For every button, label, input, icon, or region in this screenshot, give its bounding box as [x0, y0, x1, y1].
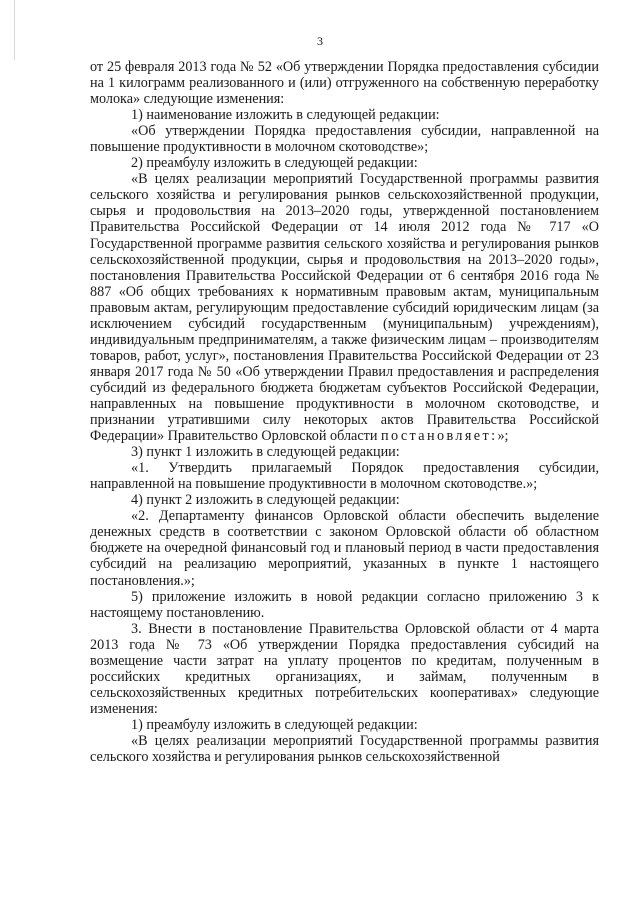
scan-edge-mark	[0, 0, 15, 60]
paragraph-item-1: 1) наименование изложить в следующей редакции:	[131, 107, 440, 124]
paragraph-preamble-2: «В целях реализации мероприятий Государственной программы развития сельского хозяйства и регулирования рынков сельскохозяйственной	[90, 732, 599, 766]
paragraph-item-2: 2) преамбулу изложить в следующей редакции:	[131, 155, 418, 172]
paragraph-intro: от 25 февраля 2013 года № 52 «Об утверждении Порядка предоставления субсидии на 1 килограмм реализованного и (или) отгруженного на собственную переработку молока» следующие изменения:	[90, 59, 599, 108]
paragraph-point-1: «1. Утвердить прилагаемый Порядок предоставления субсидии, направленной на повышение продуктивности в молочном скотоводстве.»;	[90, 460, 599, 493]
spaced-word-postanovlyaet: постановляет:	[380, 428, 498, 445]
paragraph-point-2: «2. Департаменту финансов Орловской области обеспечить выделение денежных средств в соответствии с законом Орловской области об областном бюджете на очередной финансовый год и плановый период в части предоставления субсидий на реализацию мероприятий, указанных в пункте 1 настоящего постановления.»;	[90, 508, 599, 589]
paragraph-item-3: 3) пункт 1 изложить в следующей редакции:	[131, 444, 400, 461]
paragraph-section-3: 3. Внести в постановление Правительства Орловской области от 4 марта 2013 года № 73 «Об утверждении Порядка предоставления субсидий на возмещение части затрат на уплату процентов по кредитам, полученным в российских кредитных организациях, и займам, полученным в сельскохозяйственных кредитных потребительских кооперативах» следующие изменения:	[90, 620, 599, 717]
document-body	[90, 59, 599, 765]
paragraph-item-5: 5) приложение изложить в новой редакции согласно приложению 3 к настоящему постановлению.	[90, 588, 599, 621]
paragraph-quote-title: «Об утверждении Порядка предоставления субсидии, направленной на повышение продуктивности в молочном скотоводстве»;	[90, 123, 599, 156]
page-number: 3	[317, 34, 323, 48]
paragraph-preamble: «В целях реализации мероприятий Государственной программы развития сельского хозяйства и регулирования рынков сельскохозяйственной продукции, сырья и продовольствия на 2013–2020 годы, утвержденной постановлением Правительства Российской Федерации от 14 июля 2012 года № 717 «О Государственной программе развития сельского хозяйства и регулирования рынков сельскохозяйственной продукции, сырья и продовольствия на 2013–2020 годы», постановления Правительства Российской Федерации от 6 сентября 2016 года № 887 «Об общих требованиях к нормативным правовым актам, муниципальным правовым актам, регулирующим предоставление субсидий юридическим лицам (за исключением субсидий государственным (муниципальным) учреждениям), индивидуальным предпринимателям, а также физическим лицам – производителям товаров, работ, услуг», постановления Правительства Российской Федерации от 23 января 2017 года № 50 «Об утверждении Правил предоставления и распределения субсидий из федерального бюджета бюджетам субъектов Российской Федерации, направленных на повышение продуктивности в молочном скотоводстве, и признании утратившими силу некоторых актов Правительства Российской Федерации» Правительство Орловской области постановляет:»;	[90, 171, 599, 445]
paragraph-item-4: 4) пункт 2 изложить в следующей редакции:	[131, 492, 400, 509]
paragraph-item-1b: 1) преамбулу изложить в следующей редакции:	[131, 716, 418, 733]
